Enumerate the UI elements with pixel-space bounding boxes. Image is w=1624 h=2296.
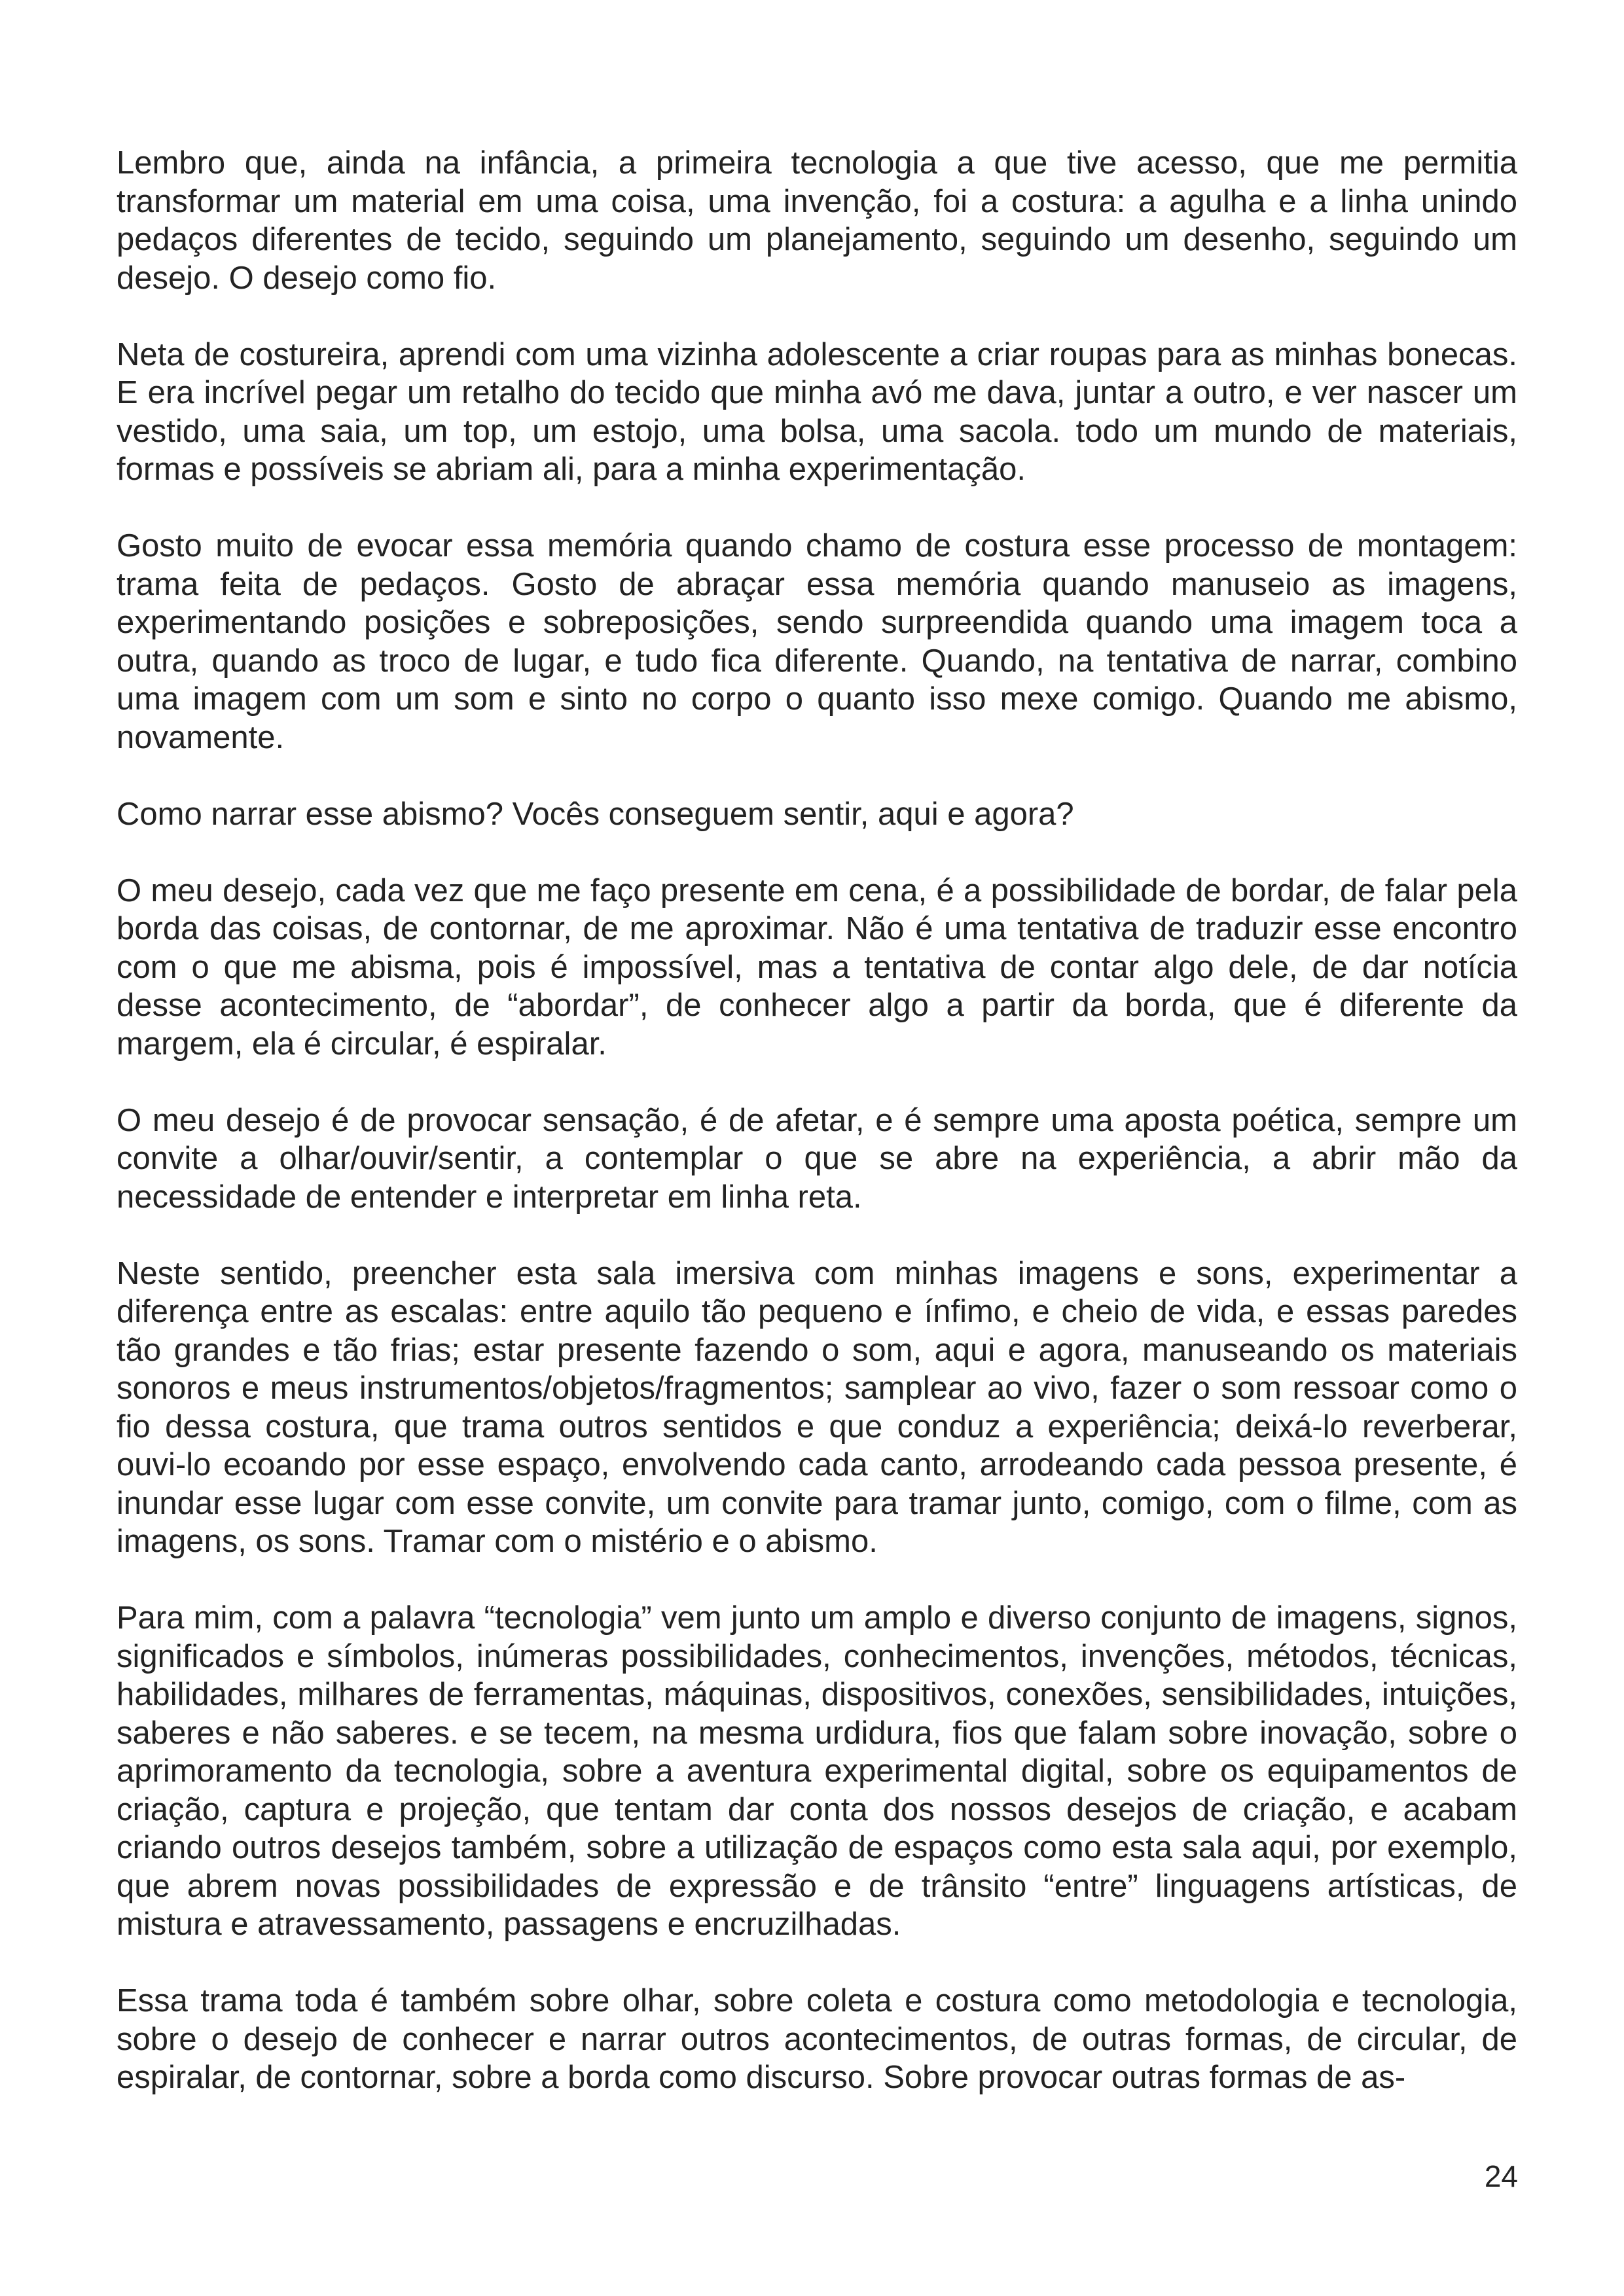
- paragraph-2: Neta de costureira, aprendi com uma vizinha adolescente a criar roupas para as minhas bonecas. E era incrível pegar um retalho do tecido que minha avó me dava, juntar a outro, e ver nascer um vestido, uma saia, um top, um estojo, uma bolsa, uma sacola. todo um mundo de materiais, formas e possíveis se abriam ali, para a minha experimentação.: [117, 336, 1517, 487]
- paragraph-1: Lembro que, ainda na infância, a primeira tecnologia a que tive acesso, que me permitia transformar um material em uma coisa, uma invenção, foi a costura: a agulha e a linha unindo pedaços diferentes de tecido, seguindo um planejamento, seguindo um desenho, seguindo um desejo. O desejo como fio.: [117, 145, 1517, 296]
- paragraph-7: Neste sentido, preencher esta sala imersiva com minhas imagens e sons, experimentar a diferença entre as escalas: entre aquilo tão pequeno e ínfimo, e cheio de vida, e essas paredes tão grandes e tão frias; estar presente fazendo o som, aqui e agora, manuseando os materiais sonoros e meus instrumentos/objetos/fragmentos; samplear ao vivo, fazer o som ressoar como o fio dessa costura, que trama outros sentidos e que conduz a experiência; deixá-lo reverberar, ouvi-lo ecoando por esse espaço, envolvendo cada canto, arrodeando cada pessoa presente, é inundar esse lugar com esse convite, um convite para tramar junto, comigo, com o filme, com as imagens, os sons. Tramar com o mistério e o abismo.: [117, 1255, 1517, 1559]
- paragraph-9: Essa trama toda é também sobre olhar, sobre coleta e costura como metodologia e tecnologia, sobre o desejo de conhecer e narrar outros acontecimentos, de outras formas, de circular, de espiralar, de contornar, sobre a borda como discurso. Sobre provocar outras formas de as-: [117, 1983, 1517, 2095]
- page-number: 24: [1484, 2159, 1518, 2193]
- paragraph-4: Como narrar esse abismo? Vocês conseguem sentir, aqui e agora?: [117, 796, 1074, 832]
- paragraph-8: Para mim, com a palavra “tecnologia” vem junto um amplo e diverso conjunto de imagens, signos, significados e símbolos, inúmeras possibilidades, conhecimentos, invenções, métodos, técnicas, habilidades, milhares de ferramentas, máquinas, dispositivos, conexões, sensibilidades, intuições, saberes e não saberes. e se tecem, na mesma urdidura, fios que falam sobre inovação, sobre o aprimoramento da tecnologia, sobre a aventura experimental digital, sobre os equipamentos de criação, captura e projeção, que tentam dar conta dos nossos desejos de criação, e acabam criando outros desejos também, sobre a utilização de espaços como esta sala aqui, por exemplo, que abrem novas possibilidades de expressão e de trânsito “entre” linguagens artísticas, de mistura e atravessamento, passagens e encruzilhadas.: [117, 1600, 1517, 1942]
- paragraph-5: O meu desejo, cada vez que me faço presente em cena, é a possibilidade de bordar, de falar pela borda das coisas, de contornar, de me aproximar. Não é uma tentativa de traduzir esse encontro com o que me abisma, pois é impossível, mas a tentativa de contar algo dele, de dar notícia desse acontecimento, de “abordar”, de conhecer algo a partir da borda, que é diferente da margem, ela é circular, é espiralar.: [117, 872, 1517, 1062]
- body-text: [117, 144, 1517, 2135]
- paragraph-6: O meu desejo é de provocar sensação, é de afetar, e é sempre uma aposta poética, sempre um convite a olhar/ouvir/sentir, a contemplar o que se abre na experiência, a abrir mão da necessidade de entender e interpretar em linha reta.: [117, 1102, 1517, 1215]
- paragraph-3: Gosto muito de evocar essa memória quando chamo de costura esse processo de montagem: trama feita de pedaços. Gosto de abraçar essa memória quando manuseio as imagens, experimentando posições e sobreposições, sendo surpreendida quando uma imagem toca a outra, quando as troco de lugar, e tudo fica diferente. Quando, na tentativa de narrar, combino uma imagem com um som e sinto no corpo o quanto isso mexe comigo. Quando me abismo, novamente.: [117, 528, 1517, 755]
